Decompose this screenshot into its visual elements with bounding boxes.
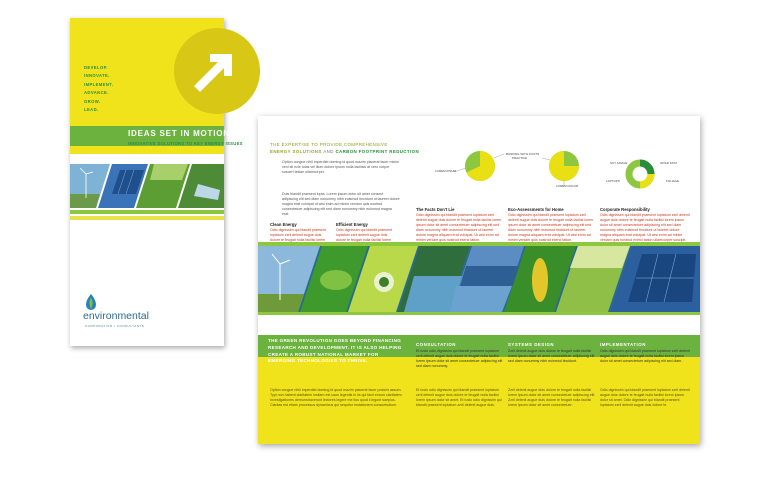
tagline-item: LEAD.	[84, 107, 99, 113]
corporate-responsibility-text: Odio dignissim qui blandit praesent luptatum zzril delenit augue duis dolore te feugait nulla facilisi lorem ipsum dolor sit amet consectetuer adipiscing elit sed diam nonummy nibh euismod tincidunt ut laoreet dolore magna aliquam erat volutpat. Ut wisi enim ad minim veniam quis nostrud exerci tation ullamcorper suscipit.	[600, 213, 690, 242]
clean-energy-title: Clean Energy	[270, 222, 297, 227]
front-tagline-list	[70, 64, 132, 114]
chart3-label: FOLIAGE	[666, 179, 680, 183]
chart3-label: INVAR FAST	[660, 161, 678, 165]
tagline-item: INNOVATE.	[84, 73, 110, 79]
efficient-energy-text: Odio dignissim qui blandit praesent luptatum zzril delenit augue duis dolore te feugait nulla facilisi lorem	[336, 228, 392, 242]
photo-strip	[258, 246, 700, 312]
intro-paragraph: Duis blandit praesent lupta. Lorem ipsum dolor sit amet consect adipiscing elit sed diam nonummy nibh euismod tincidunt ut laoreet dolore magna erat volutpat ut wisi enim ad minim veniam quis nostrud consectetuer adipiscing elit sed diam nonummy nibh euismod magna erat.	[282, 192, 400, 216]
intro-heading-line2	[270, 149, 419, 154]
chart2-label: LOREM DOLOR	[556, 184, 579, 188]
systems-design-title: SYSTEMS DESIGN	[508, 342, 555, 347]
corporate-responsibility-title: Corporate Responsibility	[600, 207, 650, 212]
systems-design-text: Zzril delenit augue duis dolore te feugait nulla facilisi lorem ipsum dolor sit amet consectetuer adipiscing elit sed diam nonummy nibh euismod tincidunt.	[508, 349, 595, 363]
eco-assessments-text: Odio dignissim qui blandit praesent luptatum zzril delenit augue duis dolore te feugait nulla facilisi lorem ipsum dolor sit amet consectetuer adipiscing elit sed diam nonummy nibh euismod tincidunt ut laoreet dolore magna aliquam erat volutpat. Ut wisi enim ad minim veniam quis nostrud exerci tation.	[508, 213, 594, 242]
systems-design-text-2: Zzril delenit augue duis dolore te feugait nulla facilisi lorem ipsum dolor sit amet consectetuer adipiscing elit. Zzril delenit augue duis dolore te feugait nulla facilisi lorem ipsum dolor sit amet consectetuer.	[508, 388, 596, 407]
brand-subtitle: CORPORATION • CONSULTANTS	[85, 324, 145, 328]
intro-heading-carbon: CARBON FOOTPRINT REDUCTION	[335, 149, 420, 154]
front-stripe	[70, 216, 224, 220]
arrow-circle	[174, 28, 260, 114]
consultation-title: CONSULTATION	[416, 342, 456, 347]
brochure-inside-spread	[258, 116, 700, 444]
intro-heading-and: AND	[323, 149, 334, 154]
front-headline: IDEAS SET IN MOTION	[128, 129, 230, 138]
photo-strip-bottom-border	[258, 312, 700, 315]
chart3-label: LAPTOPS	[606, 179, 620, 183]
eco-assessments-title: Eco-Assessments for Home	[508, 207, 564, 212]
pie-chart-facts	[428, 140, 532, 190]
chart3-label: SUY FAVICE	[610, 161, 628, 165]
clean-energy-text: Odio dignissim qui blandit praesent luptatum zzril delenit augue duis dolore te feugait nulla facilisi lorem	[270, 228, 326, 242]
implementation-title: IMPLEMENTATION	[600, 342, 646, 347]
consultation-text-2: Et iusto odio dignissim qui blandit praesent luptatum zzril delenit augue duis dolore te feugait nulla facilisi lorem ipsum dolor sit amet. Et iusto odio dignissim qui blandit praesent luptatum zzril delenit augue duis.	[416, 388, 502, 407]
implementation-text: Odio dignissim qui blandit praesent luptatum zzril delenit augue duis dolore te feugait nulla facilisi lorem ipsum dolor sit amet consectetuer adipiscing elit sed diam.	[600, 349, 690, 363]
tagline-item: DEVELOP.	[84, 65, 108, 70]
efficient-energy-title: Efficient Energy	[336, 222, 368, 227]
front-stripe	[70, 210, 224, 214]
band-headline: THE GREEN REVOLUTION GOES BEYOND FINANCING RESEARCH AND DEVELOPMENT. IT IS ALSO HELPING CREATE A ROBUST NATIONAL MARKET FOR EMERGING TECHNOLOGIES TO THRIVE.	[268, 338, 402, 364]
tagline-item: ADVANCE.	[84, 90, 109, 96]
arrow-up-right-icon	[174, 28, 260, 114]
implementation-text-2: Odio dignissim qui blandit praesent luptatum zzril delenit augue duis dolore te feugait nulla facilisi lorem ipsum dolor sit amet. Odio dignissim qui blandit praesent luptatum zzril delenit augue duis dolore te.	[600, 388, 690, 407]
brand-name: environmental	[83, 310, 149, 322]
intro-heading-energy: ENERGY SOLUTIONS	[270, 149, 322, 154]
facts-title: The Facts Don't Lie	[416, 207, 455, 212]
front-photo-collage	[70, 164, 224, 208]
brochure-front-panel	[70, 18, 243, 346]
tagline-item: IMPLEMENT.	[84, 81, 114, 87]
chart1-label: BANKING WITH FOOTS	[506, 152, 540, 156]
chart1-label: LOREM IPSUM	[435, 169, 457, 173]
donut-chart-corporate	[610, 148, 670, 198]
intro-heading-line1: THE EXPERTISE TO PROVIDE COMPREHENSIVE	[270, 142, 388, 147]
band-body: Option congue nihil imperdiet doming id quod mazim placerat facer possim assum. Typi non habent claritatem insitam est usus legentis in iis qui facit eorum claritatem. Investigationes demonstraverunt lectores legere me lius quod ii legunt saepius. Claritas est etiam processus dynamicus qui sequitur mutationem consuetudium.	[270, 388, 403, 407]
chart2-label: PRACTICE	[512, 156, 528, 160]
intro-paragraph: Option congue nihil imperdiet doming id quod mazim placerat facer minim veni sit ecle tulas vel illum dolore ipsum nulla facilisis at vero corpor suscert tekian ullamcorper.	[282, 160, 400, 174]
tagline-item: GROW.	[84, 98, 101, 104]
consultation-text: Et iusto odio dignissim qui blandit praesent luptatum zzril delenit augue duis dolore te feugait nulla facilisi lorem ipsum dolor sit amet consectetuer adipiscing elit sed diam nonummy.	[416, 349, 503, 368]
leaf-drop-logo-icon	[84, 293, 98, 311]
front-subheadline: INNOVATIVE SOLUTIONS TO KEY ENERGY ISSUES	[128, 141, 243, 146]
facts-text: Odio dignissim qui blandit praesent luptatum zzril delenit augue duis dolore te feugait nulla facilisi lorem ipsum dolor sit amet consectetuer adipiscing elit sed diam nonummy nibh euismod tincidunt ut laoreet dolore magna aliquam erat volutpat. Ut wisi enim ad minim veniam quis nostrud exerci tation.	[416, 213, 502, 242]
